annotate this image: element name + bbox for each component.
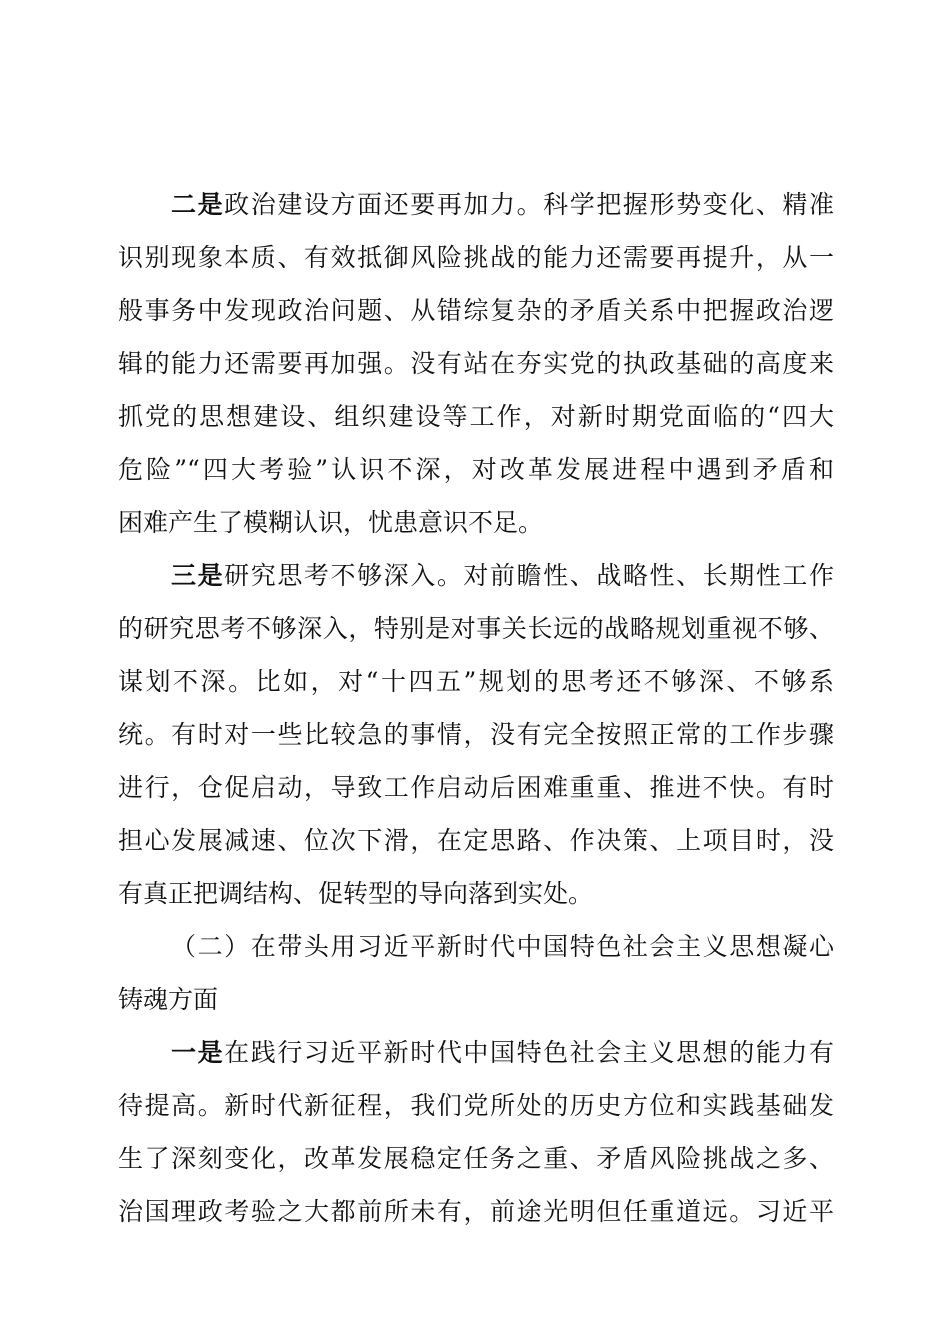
paragraph-2-lead: 二是 [171, 190, 225, 219]
section-heading-line-1: （二）在带头用习近平新时代中国特色社会主义思想凝心 [171, 932, 834, 961]
paragraph-3-line-6: 担心发展减速、位次下滑，在定思路、作决策、上项目时，没 [118, 826, 834, 855]
paragraph-4-lead: 一是 [171, 1038, 225, 1067]
paragraph-2-line-6: 危险”“四大考验”认识不深，对改革发展进程中遇到矛盾和 [118, 455, 834, 484]
paragraph-3-text: 研究思考不够深入。对前瞻性、战略性、长期性工作 [224, 561, 834, 590]
section-heading-line-2: 铸魂方面 [118, 985, 219, 1014]
paragraph-2-line-7: 困难产生了模糊认识，忧患意识不足。 [118, 508, 544, 537]
paragraph-3-line-2: 的研究思考不够深入，特别是对事关长远的战略规划重视不够、 [118, 614, 834, 643]
paragraph-2-line-1 [171, 185, 834, 225]
paragraph-3-lead: 三是 [171, 561, 225, 590]
paragraph-3-line-7: 有真正把调结构、促转型的导向落到实处。 [118, 879, 594, 908]
paragraph-4-line-4: 治国理政考验之大都前所未有，前途光明但任重道远。习近平 [118, 1197, 834, 1226]
paragraph-3-line-5: 进行，仓促启动，导致工作启动后困难重重、推进不快。有时 [118, 773, 834, 802]
paragraph-4-line-1 [171, 1033, 834, 1073]
paragraph-3-line-3: 谋划不深。比如，对“十四五”规划的思考还不够深、不够系 [118, 667, 834, 696]
paragraph-2-line-2: 识别现象本质、有效抵御风险挑战的能力还需要再提升，从一 [118, 243, 834, 272]
paragraph-2-line-4: 辑的能力还需要再加强。没有站在夯实党的执政基础的高度来 [118, 349, 834, 378]
paragraph-2-line-3: 般事务中发现政治问题、从错综复杂的矛盾关系中把握政治逻 [118, 296, 834, 325]
paragraph-4-line-3: 生了深刻变化，改革发展稳定任务之重、矛盾风险挑战之多、 [118, 1144, 834, 1173]
paragraph-2-text: 政治建设方面还要再加力。科学把握形势变化、精准 [224, 190, 834, 219]
paragraph-2-line-5: 抓党的思想建设、组织建设等工作，对新时期党面临的“四大 [118, 402, 834, 431]
paragraph-4-text: 在践行习近平新时代中国特色社会主义思想的能力有 [224, 1038, 834, 1067]
paragraph-3-line-1 [171, 556, 834, 596]
paragraph-4-line-2: 待提高。新时代新征程，我们党所处的历史方位和实践基础发 [118, 1091, 834, 1120]
paragraph-3-line-4: 统。有时对一些比较急的事情，没有完全按照正常的工作步骤 [118, 720, 834, 749]
